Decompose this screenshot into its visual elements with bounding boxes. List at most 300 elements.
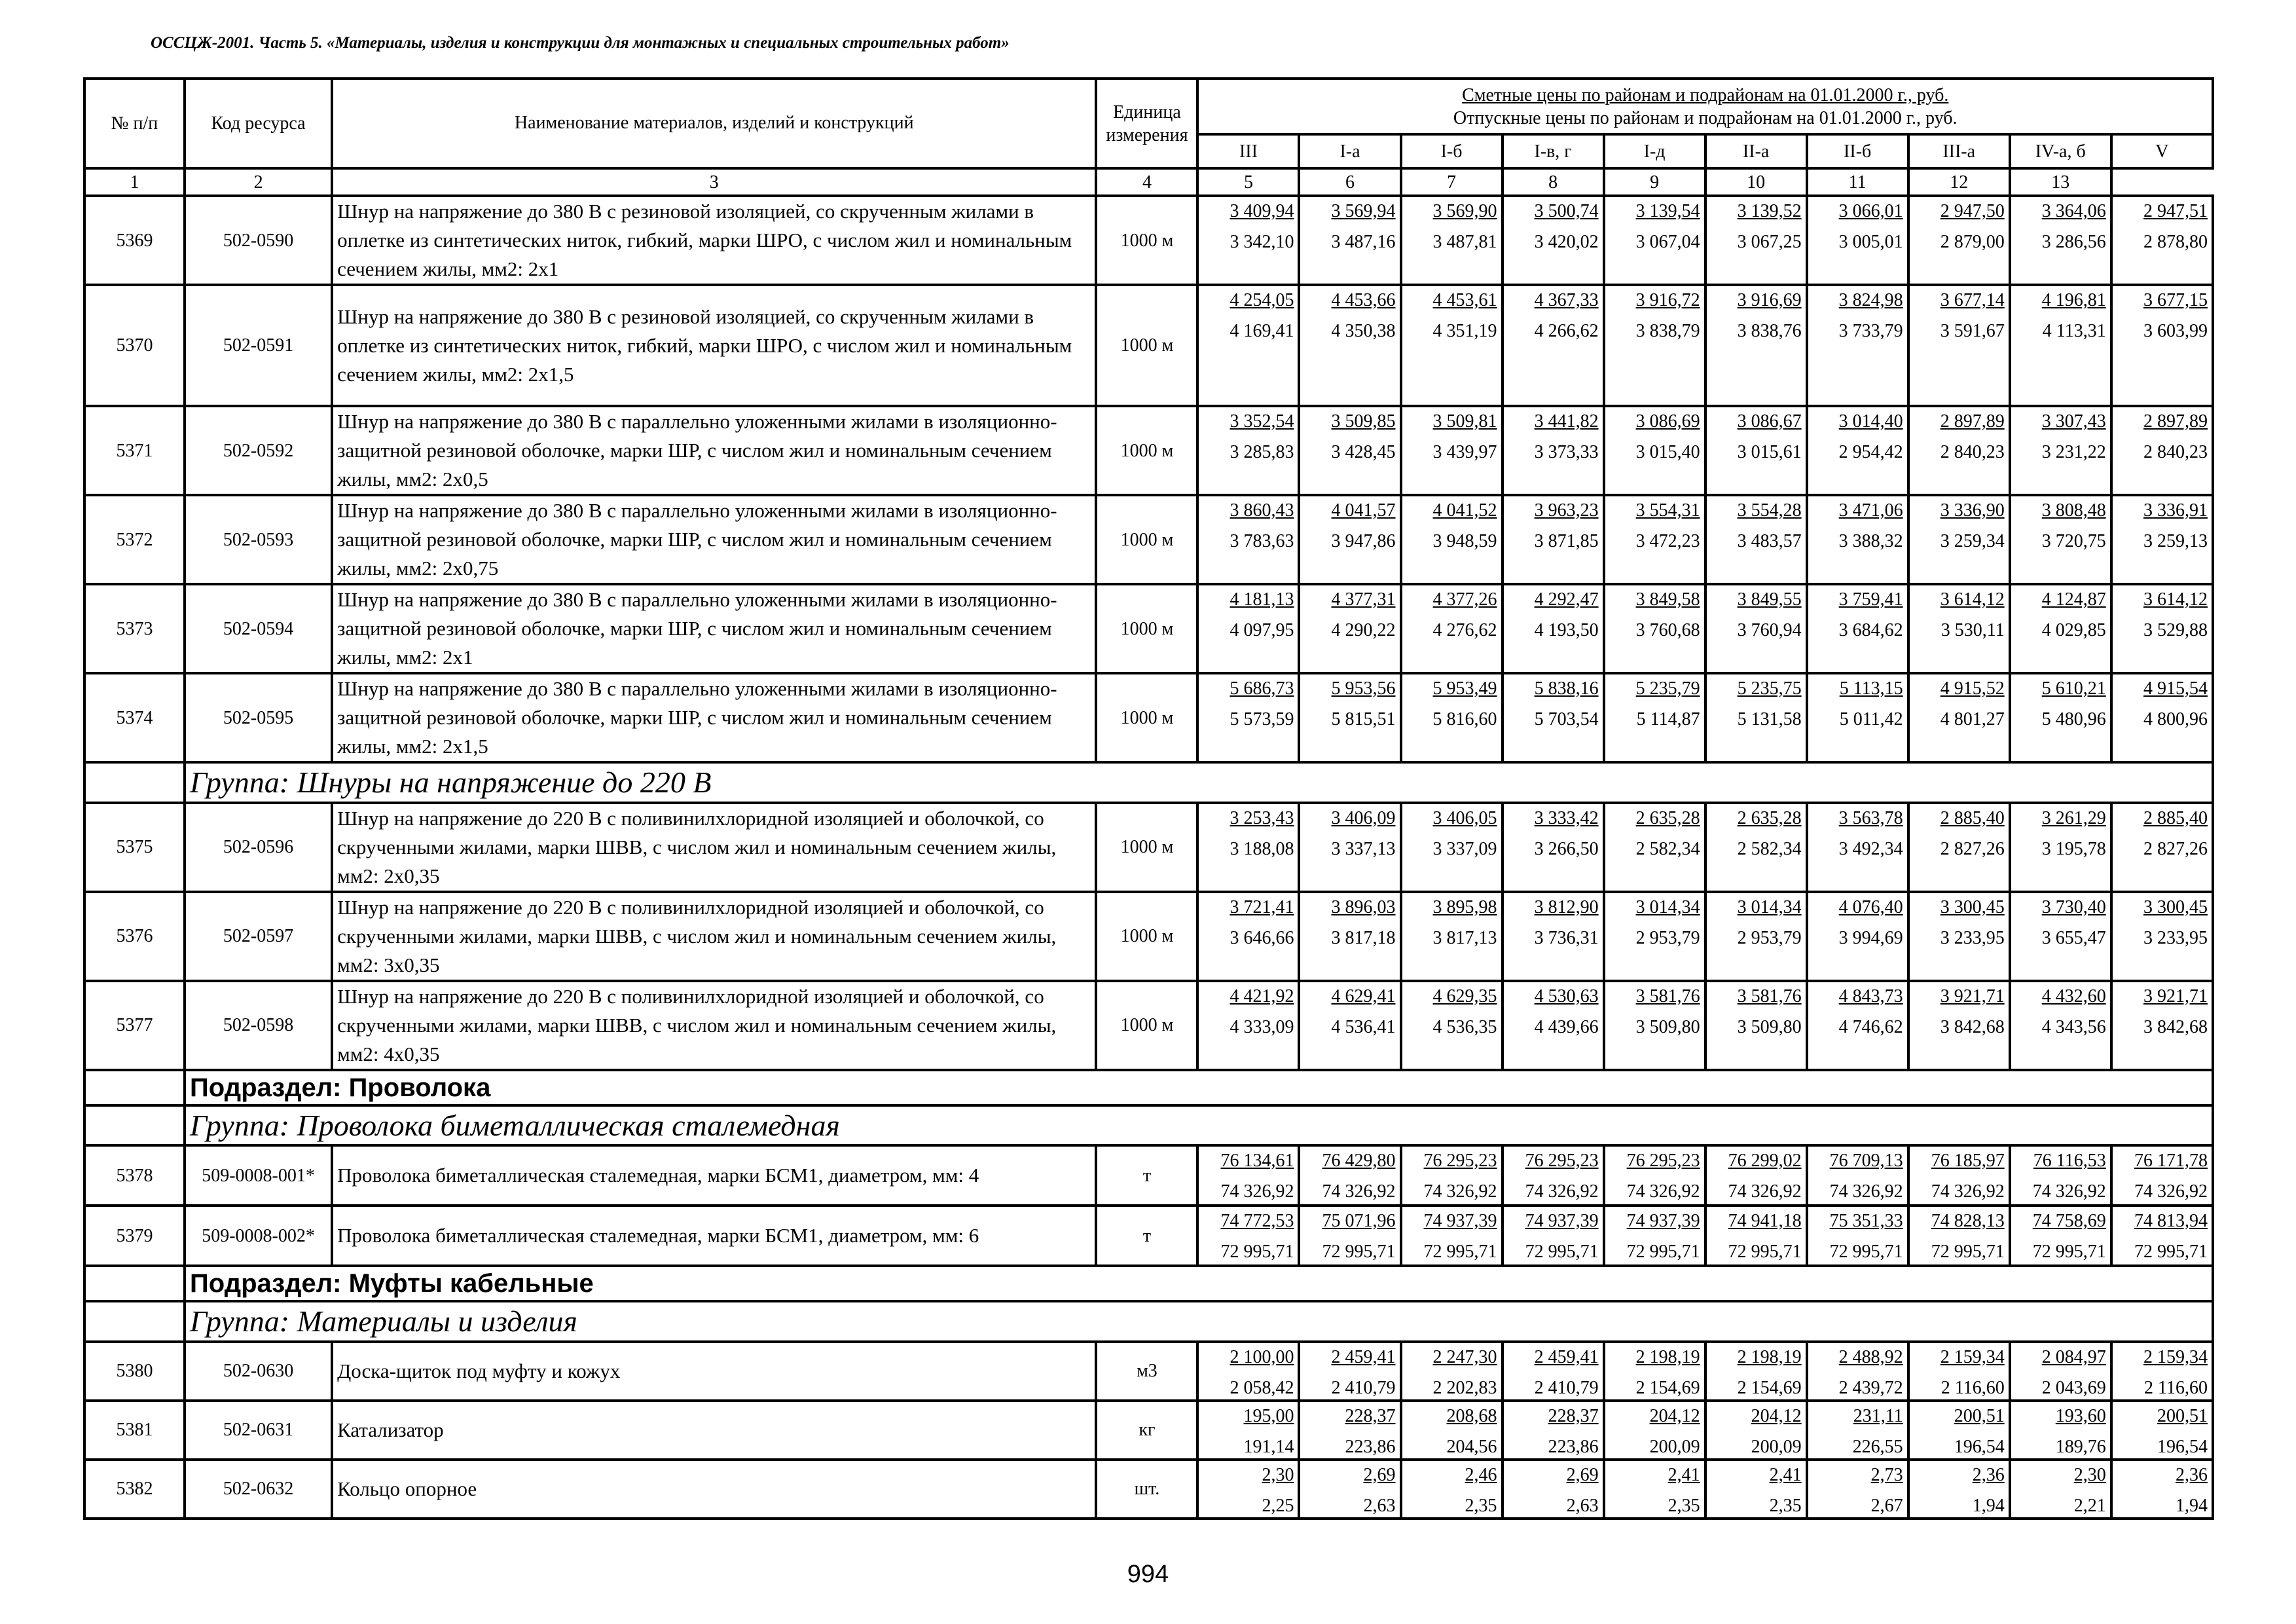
table-row bbox=[84, 1460, 2213, 1519]
price-cell bbox=[1197, 495, 1299, 584]
estimate-price: 74 937,39 bbox=[1525, 1211, 1599, 1231]
price-cell bbox=[1705, 285, 1807, 406]
estimate-price: 4 629,35 bbox=[1432, 986, 1497, 1006]
item-name: Доска-щиток под муфту и кожух bbox=[332, 1342, 1096, 1401]
region-header: V bbox=[2111, 134, 2213, 168]
price-cell bbox=[2010, 584, 2111, 673]
release-price: 5 114,87 bbox=[1636, 709, 1700, 729]
estimate-price: 4 453,66 bbox=[1331, 290, 1396, 310]
price-cell bbox=[2111, 285, 2213, 406]
estimate-price: 4 041,57 bbox=[1331, 500, 1396, 521]
row-number: 5380 bbox=[84, 1342, 185, 1401]
price-cell bbox=[2010, 495, 2111, 584]
resource-code: 502-0630 bbox=[185, 1342, 332, 1401]
release-price: 3 842,68 bbox=[2143, 1016, 2208, 1037]
release-price: 3 231,22 bbox=[2041, 442, 2106, 462]
estimate-price: 3 014,40 bbox=[1838, 411, 1903, 432]
release-price: 3 871,85 bbox=[1534, 531, 1599, 551]
price-cell bbox=[1908, 495, 2010, 584]
estimate-price: 2 159,34 bbox=[1940, 1346, 2005, 1367]
price-cell bbox=[1401, 1206, 1503, 1266]
price-cell bbox=[1197, 981, 1299, 1070]
release-price: 2 840,23 bbox=[2143, 442, 2208, 462]
release-price: 3 736,31 bbox=[1534, 927, 1599, 948]
price-cell bbox=[1604, 406, 1705, 495]
price-cell bbox=[1197, 1342, 1299, 1401]
release-price: 2 043,69 bbox=[2041, 1377, 2106, 1398]
price-cell bbox=[1908, 196, 2010, 285]
release-price: 3 817,18 bbox=[1331, 927, 1396, 948]
estimate-price: 76 185,97 bbox=[1931, 1151, 2005, 1171]
item-name: Шнур на напряжение до 380 В с параллельно уложенными жилами в изоляционно-защитной резиновой оболочке, марки ШР, с числом жил и номинальным сечением жилы, мм2: 2х0,75 bbox=[332, 495, 1096, 584]
release-price: 3 842,68 bbox=[1940, 1016, 2005, 1037]
price-cell bbox=[1705, 1401, 1807, 1460]
release-price: 4 290,22 bbox=[1331, 620, 1396, 640]
estimate-price: 76 295,23 bbox=[1626, 1151, 1700, 1171]
price-cell bbox=[2111, 1460, 2213, 1519]
estimate-price: 3 849,58 bbox=[1635, 589, 1700, 610]
item-name: Кольцо опорное bbox=[332, 1460, 1096, 1519]
release-price: 200,09 bbox=[1751, 1436, 1802, 1457]
price-cell bbox=[1604, 1342, 1705, 1401]
estimate-price: 4 377,26 bbox=[1432, 589, 1497, 610]
table-row bbox=[84, 1342, 2213, 1401]
release-price: 3 373,33 bbox=[1534, 442, 1599, 462]
table-row bbox=[84, 1206, 2213, 1266]
release-price: 3 655,47 bbox=[2041, 927, 2106, 948]
price-cell bbox=[2111, 673, 2213, 762]
price-cell bbox=[1908, 892, 2010, 981]
estimate-price: 76 134,61 bbox=[1220, 1151, 1294, 1171]
release-price: 2 410,79 bbox=[1534, 1377, 1599, 1398]
price-cell bbox=[1908, 1342, 2010, 1401]
price-cell bbox=[1401, 196, 1503, 285]
price-cell bbox=[1908, 1401, 2010, 1460]
unit: 1000 м bbox=[1096, 673, 1197, 762]
price-cell bbox=[1197, 285, 1299, 406]
group-row bbox=[84, 762, 2213, 803]
release-price: 3 684,62 bbox=[1838, 620, 1903, 640]
price-cell bbox=[1503, 803, 1604, 892]
estimate-price: 4 181,13 bbox=[1230, 589, 1294, 610]
release-price: 3 492,34 bbox=[1838, 838, 1903, 859]
estimate-price: 3 307,43 bbox=[2041, 411, 2106, 432]
estimate-price: 5 113,15 bbox=[1839, 678, 1903, 699]
group-row bbox=[84, 1301, 2213, 1342]
release-price: 3 259,13 bbox=[2143, 531, 2208, 551]
release-price: 3 487,81 bbox=[1432, 232, 1497, 252]
release-price: 2 879,00 bbox=[1940, 232, 2005, 252]
estimate-price: 3 409,94 bbox=[1230, 201, 1294, 221]
release-price: 5 816,60 bbox=[1432, 709, 1497, 729]
release-price: 2 202,83 bbox=[1432, 1377, 1497, 1398]
release-price: 72 995,71 bbox=[1525, 1242, 1599, 1262]
price-cell bbox=[1503, 584, 1604, 673]
table-row bbox=[84, 673, 2213, 762]
release-price: 74 326,92 bbox=[1423, 1181, 1497, 1202]
price-cell bbox=[1705, 803, 1807, 892]
price-cell bbox=[2111, 1145, 2213, 1206]
unit: 1000 м bbox=[1096, 406, 1197, 495]
release-price: 5 480,96 bbox=[2041, 709, 2106, 729]
price-cell bbox=[2010, 892, 2111, 981]
estimate-price: 3 554,28 bbox=[1737, 500, 1802, 521]
table-row bbox=[84, 803, 2213, 892]
release-price: 2,35 bbox=[1667, 1495, 1700, 1516]
release-price: 2 582,34 bbox=[1635, 838, 1700, 859]
row-number: 5375 bbox=[84, 803, 185, 892]
release-price: 4 439,66 bbox=[1534, 1016, 1599, 1037]
subsection-spacer bbox=[84, 1266, 185, 1301]
price-cell bbox=[1807, 285, 1908, 406]
release-price: 3 067,25 bbox=[1737, 232, 1802, 252]
release-price: 204,56 bbox=[1446, 1436, 1497, 1457]
release-price: 4 536,35 bbox=[1432, 1016, 1497, 1037]
unit: 1000 м bbox=[1096, 803, 1197, 892]
estimate-price: 74 937,39 bbox=[1626, 1211, 1700, 1231]
price-cell bbox=[1908, 673, 2010, 762]
price-cell bbox=[1908, 803, 2010, 892]
region-header: II-а bbox=[1705, 134, 1807, 168]
price-cell bbox=[1299, 981, 1400, 1070]
release-price: 74 326,92 bbox=[2032, 1181, 2106, 1202]
resource-code: 502-0595 bbox=[185, 673, 332, 762]
col-header-prices bbox=[1197, 79, 2213, 134]
release-price: 5 131,58 bbox=[1737, 709, 1802, 729]
prices-release-label: Отпускные цены по районам и подрайонам на 01.01.2000 г., руб. bbox=[1453, 107, 1958, 128]
price-cell bbox=[1503, 1460, 1604, 1519]
estimate-price: 4 254,05 bbox=[1230, 290, 1294, 310]
estimate-price: 3 614,12 bbox=[1940, 589, 2005, 610]
estimate-price: 5 235,75 bbox=[1737, 678, 1802, 699]
estimate-price: 76 709,13 bbox=[1829, 1151, 1903, 1171]
release-price: 2 154,69 bbox=[1635, 1377, 1700, 1398]
price-cell bbox=[2111, 1401, 2213, 1460]
release-price: 4 351,19 bbox=[1432, 321, 1497, 341]
estimate-price: 75 351,33 bbox=[1829, 1211, 1903, 1231]
release-price: 3 760,68 bbox=[1635, 620, 1700, 640]
price-cell bbox=[1604, 1206, 1705, 1266]
estimate-price: 2 159,34 bbox=[2143, 1346, 2208, 1367]
estimate-price: 3 086,69 bbox=[1635, 411, 1700, 432]
resource-code: 509-0008-002* bbox=[185, 1206, 332, 1266]
price-cell bbox=[1503, 1401, 1604, 1460]
column-number: 1 bbox=[84, 168, 185, 196]
price-cell bbox=[1705, 673, 1807, 762]
table-row bbox=[84, 981, 2213, 1070]
release-price: 4 801,27 bbox=[1940, 709, 2005, 729]
price-cell bbox=[2010, 673, 2111, 762]
estimate-price: 2 885,40 bbox=[1940, 807, 2005, 828]
col-header-name: Наименование материалов, изделий и конструкций bbox=[332, 79, 1096, 168]
price-cell bbox=[1705, 1342, 1807, 1401]
price-cell bbox=[2010, 981, 2111, 1070]
estimate-price: 2 198,19 bbox=[1737, 1346, 1802, 1367]
price-cell bbox=[1197, 1206, 1299, 1266]
estimate-price: 2 084,97 bbox=[2041, 1346, 2106, 1367]
price-cell bbox=[1503, 1206, 1604, 1266]
estimate-price: 3 441,82 bbox=[1534, 411, 1599, 432]
subsection-title: Подраздел: Проволока bbox=[185, 1070, 2213, 1105]
release-price: 3 337,13 bbox=[1331, 838, 1396, 859]
price-cell bbox=[1908, 584, 2010, 673]
price-cell bbox=[1705, 1460, 1807, 1519]
release-price: 3 067,04 bbox=[1635, 232, 1700, 252]
release-price: 3 591,67 bbox=[1940, 321, 2005, 341]
release-price: 5 011,42 bbox=[1839, 709, 1903, 729]
col-header-code: Код ресурса bbox=[185, 79, 332, 168]
price-cell bbox=[2010, 1145, 2111, 1206]
estimate-price: 74 813,94 bbox=[2134, 1211, 2208, 1231]
release-price: 3 948,59 bbox=[1432, 531, 1497, 551]
resource-code: 509-0008-001* bbox=[185, 1145, 332, 1206]
release-price: 74 326,92 bbox=[1626, 1181, 1700, 1202]
estimate-price: 4 432,60 bbox=[2041, 986, 2106, 1006]
resource-code: 502-0596 bbox=[185, 803, 332, 892]
release-price: 3 509,80 bbox=[1635, 1016, 1700, 1037]
estimate-price: 3 895,98 bbox=[1432, 896, 1497, 917]
estimate-price: 74 941,18 bbox=[1728, 1211, 1802, 1231]
release-price: 1,94 bbox=[2176, 1495, 2208, 1516]
estimate-price: 2,30 bbox=[1262, 1464, 1294, 1485]
row-number: 5381 bbox=[84, 1401, 185, 1460]
resource-code: 502-0592 bbox=[185, 406, 332, 495]
release-price: 3 388,32 bbox=[1838, 531, 1903, 551]
release-price: 3 439,97 bbox=[1432, 442, 1497, 462]
release-price: 3 420,02 bbox=[1534, 232, 1599, 252]
price-cell bbox=[1503, 495, 1604, 584]
release-price: 3 529,88 bbox=[2143, 620, 2208, 640]
price-cell bbox=[1705, 495, 1807, 584]
release-price: 196,54 bbox=[1954, 1436, 2005, 1457]
unit: 1000 м bbox=[1096, 285, 1197, 406]
estimate-price: 2,36 bbox=[2176, 1464, 2208, 1485]
release-price: 72 995,71 bbox=[1220, 1242, 1294, 1262]
release-price: 4 266,62 bbox=[1534, 321, 1599, 341]
estimate-price: 76 171,78 bbox=[2134, 1151, 2208, 1171]
price-cell bbox=[1503, 981, 1604, 1070]
release-price: 2 840,23 bbox=[1940, 442, 2005, 462]
resource-code: 502-0598 bbox=[185, 981, 332, 1070]
estimate-price: 4 530,63 bbox=[1534, 986, 1599, 1006]
price-cell bbox=[2010, 1460, 2111, 1519]
resource-code: 502-0594 bbox=[185, 584, 332, 673]
item-name: Катализатор bbox=[332, 1401, 1096, 1460]
header-row-numbers bbox=[84, 168, 2213, 196]
unit: т bbox=[1096, 1145, 1197, 1206]
price-cell bbox=[1299, 803, 1400, 892]
estimate-price: 193,60 bbox=[2055, 1405, 2106, 1426]
price-cell bbox=[2111, 495, 2213, 584]
item-name: Шнур на напряжение до 380 В с параллельно уложенными жилами в изоляционно-защитной резиновой оболочке, марки ШР, с числом жил и номинальным сечением жилы, мм2: 2х0,5 bbox=[332, 406, 1096, 495]
estimate-price: 228,37 bbox=[1548, 1405, 1599, 1426]
item-name: Шнур на напряжение до 380 В с резиновой изоляцией, со скрученным жилами в оплетке из синтетических ниток, гибкий, марки ШРО, с числом жил и номинальным сечением жилы, мм2: 2х1 bbox=[332, 196, 1096, 285]
release-price: 72 995,71 bbox=[1931, 1242, 2005, 1262]
estimate-price: 2,73 bbox=[1870, 1464, 1903, 1485]
price-cell bbox=[1299, 584, 1400, 673]
price-cell bbox=[1807, 1206, 1908, 1266]
price-cell bbox=[1197, 673, 1299, 762]
region-header: III-а bbox=[1908, 134, 2010, 168]
row-number: 5371 bbox=[84, 406, 185, 495]
price-cell bbox=[1197, 1145, 1299, 1206]
release-price: 3 483,57 bbox=[1737, 531, 1802, 551]
col-header-unit: Единица измерения bbox=[1096, 79, 1197, 168]
col-header-num: № п/п bbox=[84, 79, 185, 168]
row-number: 5376 bbox=[84, 892, 185, 981]
estimate-price: 5 235,79 bbox=[1635, 678, 1700, 699]
estimate-price: 208,68 bbox=[1446, 1405, 1497, 1426]
price-cell bbox=[2111, 584, 2213, 673]
estimate-price: 200,51 bbox=[1954, 1405, 2005, 1426]
estimate-price: 5 686,73 bbox=[1230, 678, 1294, 699]
release-price: 3 472,23 bbox=[1635, 531, 1700, 551]
estimate-price: 5 838,16 bbox=[1534, 678, 1599, 699]
estimate-price: 2,41 bbox=[1667, 1464, 1700, 1485]
estimate-price: 3 581,76 bbox=[1737, 986, 1802, 1006]
region-header: III bbox=[1197, 134, 1299, 168]
region-header: II-б bbox=[1807, 134, 1908, 168]
price-cell bbox=[2111, 196, 2213, 285]
price-cell bbox=[1197, 584, 1299, 673]
group-title: Группа: Материалы и изделия bbox=[185, 1301, 2213, 1342]
release-price: 2 410,79 bbox=[1331, 1377, 1396, 1398]
estimate-price: 3 014,34 bbox=[1737, 896, 1802, 917]
release-price: 2,35 bbox=[1769, 1495, 1802, 1516]
table-row bbox=[84, 1401, 2213, 1460]
price-cell bbox=[1197, 1460, 1299, 1519]
release-price: 3 760,94 bbox=[1737, 620, 1802, 640]
price-cell bbox=[1807, 981, 1908, 1070]
price-cell bbox=[1908, 981, 2010, 1070]
price-cell bbox=[1604, 285, 1705, 406]
release-price: 3 646,66 bbox=[1230, 927, 1294, 948]
estimate-price: 4 421,92 bbox=[1230, 986, 1294, 1006]
estimate-price: 3 896,03 bbox=[1331, 896, 1396, 917]
price-cell bbox=[1604, 892, 1705, 981]
release-price: 5 703,54 bbox=[1534, 709, 1599, 729]
estimate-price: 3 812,90 bbox=[1534, 896, 1599, 917]
estimate-price: 5 953,56 bbox=[1331, 678, 1396, 699]
estimate-price: 2,30 bbox=[2073, 1464, 2106, 1485]
table-row bbox=[84, 196, 2213, 285]
price-cell bbox=[1401, 803, 1503, 892]
release-price: 4 276,62 bbox=[1432, 620, 1497, 640]
release-price: 2 116,60 bbox=[1941, 1377, 2005, 1398]
estimate-price: 3 300,45 bbox=[2143, 896, 2208, 917]
item-name: Проволока биметаллическая сталемедная, марки БСМ1, диаметром, мм: 4 bbox=[332, 1145, 1096, 1206]
price-cell bbox=[1807, 1145, 1908, 1206]
region-header: I-в, г bbox=[1503, 134, 1604, 168]
table-row bbox=[84, 495, 2213, 584]
price-cell bbox=[1908, 1145, 2010, 1206]
group-title: Группа: Проволока биметаллическая сталемедная bbox=[185, 1105, 2213, 1146]
price-cell bbox=[1401, 1460, 1503, 1519]
release-price: 4 350,38 bbox=[1331, 321, 1396, 341]
estimate-price: 4 915,52 bbox=[1940, 678, 2005, 699]
price-cell bbox=[1503, 406, 1604, 495]
estimate-price: 3 849,55 bbox=[1737, 589, 1802, 610]
estimate-price: 2 947,50 bbox=[1940, 201, 2005, 221]
price-cell bbox=[2111, 981, 2213, 1070]
release-price: 3 233,95 bbox=[2143, 927, 2208, 948]
price-cell bbox=[2010, 1401, 2111, 1460]
price-cell bbox=[1604, 981, 1705, 1070]
estimate-price: 4 915,54 bbox=[2143, 678, 2208, 699]
estimate-price: 2 947,51 bbox=[2143, 201, 2208, 221]
release-price: 226,55 bbox=[1852, 1436, 1903, 1457]
release-price: 200,09 bbox=[1649, 1436, 1700, 1457]
estimate-price: 3 916,72 bbox=[1635, 290, 1700, 310]
estimate-price: 76 116,53 bbox=[2033, 1151, 2106, 1171]
price-cell bbox=[1604, 495, 1705, 584]
price-cell bbox=[1299, 406, 1400, 495]
release-price: 74 326,92 bbox=[1322, 1181, 1396, 1202]
subsection-spacer bbox=[84, 1070, 185, 1105]
release-price: 2,67 bbox=[1870, 1495, 1903, 1516]
estimate-price: 4 367,33 bbox=[1534, 290, 1599, 310]
price-cell bbox=[1197, 196, 1299, 285]
price-cell bbox=[1299, 1401, 1400, 1460]
release-price: 2 154,69 bbox=[1737, 1377, 1802, 1398]
group-spacer bbox=[84, 1301, 185, 1342]
estimate-price: 3 759,41 bbox=[1838, 589, 1903, 610]
release-price: 4 193,50 bbox=[1534, 620, 1599, 640]
estimate-price: 76 299,02 bbox=[1728, 1151, 1802, 1171]
column-number: 4 bbox=[1096, 168, 1197, 196]
estimate-price: 3 406,05 bbox=[1432, 807, 1497, 828]
region-header: I-а bbox=[1299, 134, 1400, 168]
estimate-price: 4 453,61 bbox=[1432, 290, 1497, 310]
price-cell bbox=[2111, 1206, 2213, 1266]
release-price: 3 337,09 bbox=[1432, 838, 1497, 859]
resource-code: 502-0590 bbox=[185, 196, 332, 285]
price-cell bbox=[1401, 584, 1503, 673]
subsection-row bbox=[84, 1266, 2213, 1301]
estimate-price: 2 488,92 bbox=[1838, 1346, 1903, 1367]
price-cell bbox=[1807, 673, 1908, 762]
region-header: IV-а, б bbox=[2010, 134, 2111, 168]
item-name: Шнур на напряжение до 380 В с параллельно уложенными жилами в изоляционно-защитной резиновой оболочке, марки ШР, с числом жил и номинальным сечением жилы, мм2: 2х1,5 bbox=[332, 673, 1096, 762]
item-name: Шнур на напряжение до 380 В с резиновой изоляцией, со скрученным жилами в оплетке из синтетических ниток, гибкий, марки ШРО, с числом жил и номинальным сечением жилы, мм2: 2х1,5 bbox=[332, 285, 1096, 406]
unit: кг bbox=[1096, 1401, 1197, 1460]
release-price: 4 333,09 bbox=[1230, 1016, 1294, 1037]
row-number: 5382 bbox=[84, 1460, 185, 1519]
price-cell bbox=[1503, 673, 1604, 762]
table-row bbox=[84, 892, 2213, 981]
release-price: 3 603,99 bbox=[2143, 321, 2208, 341]
release-price: 4 113,31 bbox=[2042, 321, 2106, 341]
group-spacer bbox=[84, 762, 185, 803]
release-price: 3 285,83 bbox=[1230, 442, 1294, 462]
price-cell bbox=[1705, 196, 1807, 285]
item-name: Шнур на напряжение до 220 В с поливинилхлоридной изоляцией и оболочкой, со скрученными жилами, марки ШВВ, с числом жил и номинальным сечением жилы, мм2: 4х0,35 bbox=[332, 981, 1096, 1070]
estimate-price: 4 843,73 bbox=[1838, 986, 1903, 1006]
column-number: 10 bbox=[1705, 168, 1807, 196]
release-price: 3 720,75 bbox=[2041, 531, 2106, 551]
release-price: 2,35 bbox=[1465, 1495, 1497, 1516]
price-cell bbox=[2111, 892, 2213, 981]
release-price: 2 827,26 bbox=[2143, 838, 2208, 859]
estimate-price: 4 629,41 bbox=[1331, 986, 1396, 1006]
price-cell bbox=[2010, 1206, 2111, 1266]
page-header: ОССЦЖ-2001. Часть 5. «Материалы, изделия и конструкции для монтажных и специальных строительных работ» bbox=[151, 34, 1010, 52]
row-number: 5372 bbox=[84, 495, 185, 584]
release-price: 4 746,62 bbox=[1838, 1016, 1903, 1037]
estimate-price: 3 336,90 bbox=[1940, 500, 2005, 521]
release-price: 189,76 bbox=[2055, 1436, 2106, 1457]
release-price: 72 995,71 bbox=[1322, 1242, 1396, 1262]
